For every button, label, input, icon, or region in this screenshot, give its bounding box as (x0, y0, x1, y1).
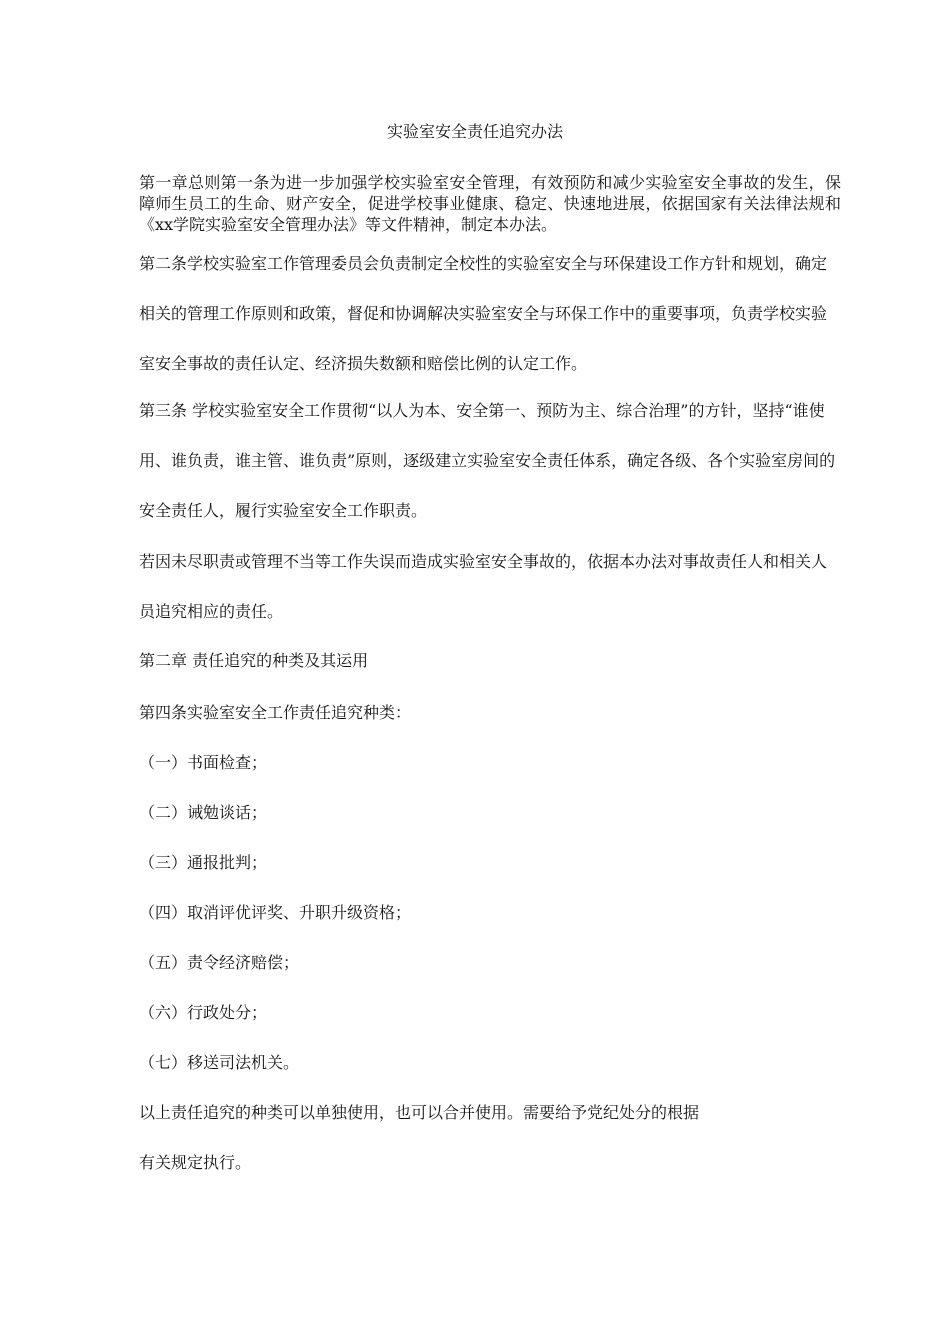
chapter1-article1-paragraph: 第一章总则第一条为进一步加强学校实验室安全管理，有效预防和减少实验室安全事故的发生，保障师生员工的生命、财产安全，促进学校事业健康、稳定、快速地进展，依据国家有关法律法规和《xx学院实验室安全管理办法》等文件精神，制定本办法。 (139, 173, 841, 234)
list-item: （二）诫勉谈话； (139, 803, 268, 822)
list-item: （六）行政处分； (139, 1003, 268, 1022)
list-item: （七）移送司法机关。 (139, 1053, 300, 1072)
article2-paragraph: 第二条学校实验室工作管理委员会负责制定全校性的实验室安全与环保建设工作方针和规划，确定相关的管理工作原则和政策，督促和协调解决实验室安全与环保工作中的重要事项，负责学校实验室安全事故的责任认定、经济损失数额和赔偿比例的认定工作。 (139, 254, 828, 373)
list-item: （五）责令经济赔偿； (139, 953, 300, 972)
list-item: （一）书面检查； (139, 753, 268, 772)
list-item: （三）通报批判； (139, 853, 268, 872)
list-item: （四）取消评优评奖、升职升级资格； (139, 903, 412, 922)
chapter2-heading: 第二章 责任追究的种类及其运用 (139, 651, 369, 670)
article3-paragraph: 第三条 学校实验室安全工作贯彻“以人为本、安全第一、预防为主、综合治理”的方针，坚持“谁使用、谁负责，谁主管、谁负责”原则，逐级建立实验室安全责任体系，确定各级、各个实验室房间的安全责任人，履行实验室安全工作职责。 (139, 401, 836, 520)
article4-heading: 第四条实验室安全工作责任追究种类： (139, 703, 412, 722)
liability-paragraph: 若因未尽职责或管理不当等工作失误而造成实验室安全事故的，依据本办法对事故责任人和相关人员追究相应的责任。 (139, 552, 828, 621)
closing-line-1: 以上责任追究的种类可以单独使用，也可以合并使用。需要给予党纪处分的根据 (139, 1103, 700, 1122)
document-title: 实验室安全责任追究办法 (386, 122, 563, 141)
closing-line-2: 有关规定执行。 (139, 1153, 252, 1172)
